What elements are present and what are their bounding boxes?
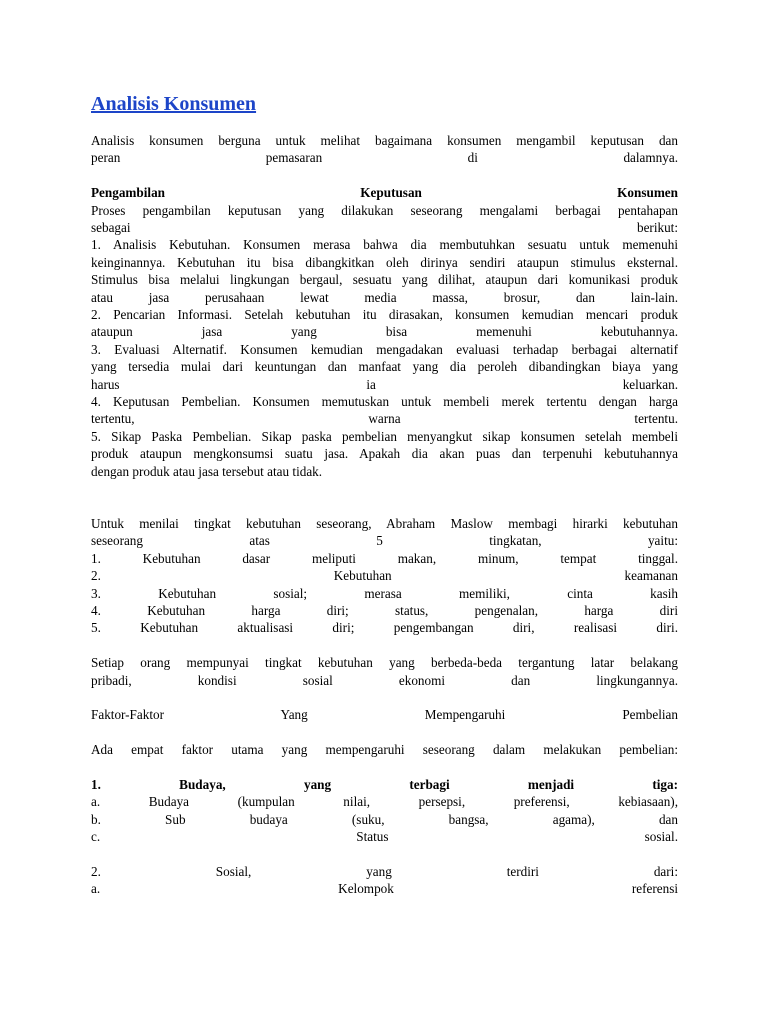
intro-line: Analisis konsumen berguna untuk melihat bagaimana konsumen mengambil keputusan dan: [91, 133, 678, 148]
body-line: yang tersedia mulai dari keuntungan dan manfaat yang dia peroleh dibandingkan biaya yang: [91, 359, 678, 375]
budaya-item: c. Status sosial.: [91, 829, 678, 845]
body-line: 4. Keputusan Pembelian. Konsumen memutuskan untuk membeli merek tertentu dengan harga: [91, 394, 678, 410]
maslow-item: 4. Kebutuhan harga diri; status, pengenalan, harga diri: [91, 602, 678, 618]
latar-line: Setiap orang mempunyai tingkat kebutuhan yang berbeda-beda tergantung latar belakang: [91, 655, 678, 671]
body-line: harus ia keluarkan.: [91, 376, 678, 392]
body-line: 2. Pencarian Informasi. Setelah kebutuhan itu dirasakan, konsumen kemudian mencari produk: [91, 307, 678, 323]
latar-line: pribadi, kondisi sosial ekonomi dan lingkungannya.: [91, 672, 678, 688]
body-line: dengan produk atau jasa tersebut atau tidak.: [91, 463, 323, 479]
sosial-heading: 2. Sosial, yang terdiri dari:: [91, 863, 678, 879]
body-line: 5. Sikap Paska Pembelian. Sikap paska pembelian menyangkut sikap konsumen setelah membeli: [91, 428, 678, 444]
maslow-item: 3. Kebutuhan sosial; merasa memiliki, cinta kasih: [91, 585, 678, 601]
maslow-item: 5. Kebutuhan aktualisasi diri; pengembangan diri, realisasi diri.: [91, 620, 678, 636]
body-line: ataupun jasa yang bisa memenuhi kebutuhannya.: [91, 324, 678, 340]
budaya-item: b. Sub budaya (suku, bangsa, agama), dan: [91, 811, 678, 827]
budaya-heading: 1. Budaya, yang terbagi menjadi tiga:: [91, 776, 678, 792]
section-heading: Pengambilan Keputusan Konsumen: [91, 185, 678, 201]
budaya-item: a. Budaya (kumpulan nilai, persepsi, preferensi, kebiasaan),: [91, 794, 678, 810]
intro-line: peran pemasaran di dalamnya.: [91, 150, 678, 166]
document-title[interactable]: Analisis Konsumen: [91, 93, 257, 115]
maslow-line: Untuk menilai tingkat kebutuhan seseorang, Abraham Maslow membagi hirarki kebutuhan: [91, 515, 678, 531]
faktor-heading: Faktor-Faktor Yang Mempengaruhi Pembelian: [91, 707, 678, 723]
empat-faktor-line: Ada empat faktor utama yang mempengaruhi seseorang dalam melakukan pembelian:: [91, 742, 678, 758]
body-line: keinginannya. Kebutuhan itu bisa dibangkitkan oleh dirinya sendiri ataupun stimulus eksternal.: [91, 254, 678, 270]
body-line: sebagai berikut:: [91, 220, 678, 236]
body-line: Proses pengambilan keputusan yang dilakukan seseorang mengalami berbagai pentahapan: [91, 202, 678, 218]
maslow-item: 1. Kebutuhan dasar meliputi makan, minum, tempat tinggal.: [91, 550, 678, 566]
maslow-line: seseorang atas 5 tingkatan, yaitu:: [91, 533, 678, 549]
body-line: tertentu, warna tertentu.: [91, 411, 678, 427]
sosial-item: a. Kelompok referensi: [91, 881, 678, 897]
document-page: [91, 92, 678, 898]
maslow-item: 2. Kebutuhan keamanan: [91, 568, 678, 584]
body-line: Stimulus bisa melalui lingkungan bergaul, sesuatu yang dilihat, ataupun dari komunikasi produk: [91, 272, 678, 288]
body-line: produk ataupun mengkonsumsi suatu jasa. Apakah dia akan puas dan terpenuhi kebutuhannya: [91, 446, 678, 462]
body-line: 1. Analisis Kebutuhan. Konsumen merasa bahwa dia membutuhkan sesuatu untuk memenuhi: [91, 237, 678, 253]
body-line: 3. Evaluasi Alternatif. Konsumen kemudian mengadakan evaluasi terhadap berbagai alternatif: [91, 341, 678, 357]
body-line: atau jasa perusahaan lewat media massa, brosur, dan lain-lain.: [91, 289, 678, 305]
